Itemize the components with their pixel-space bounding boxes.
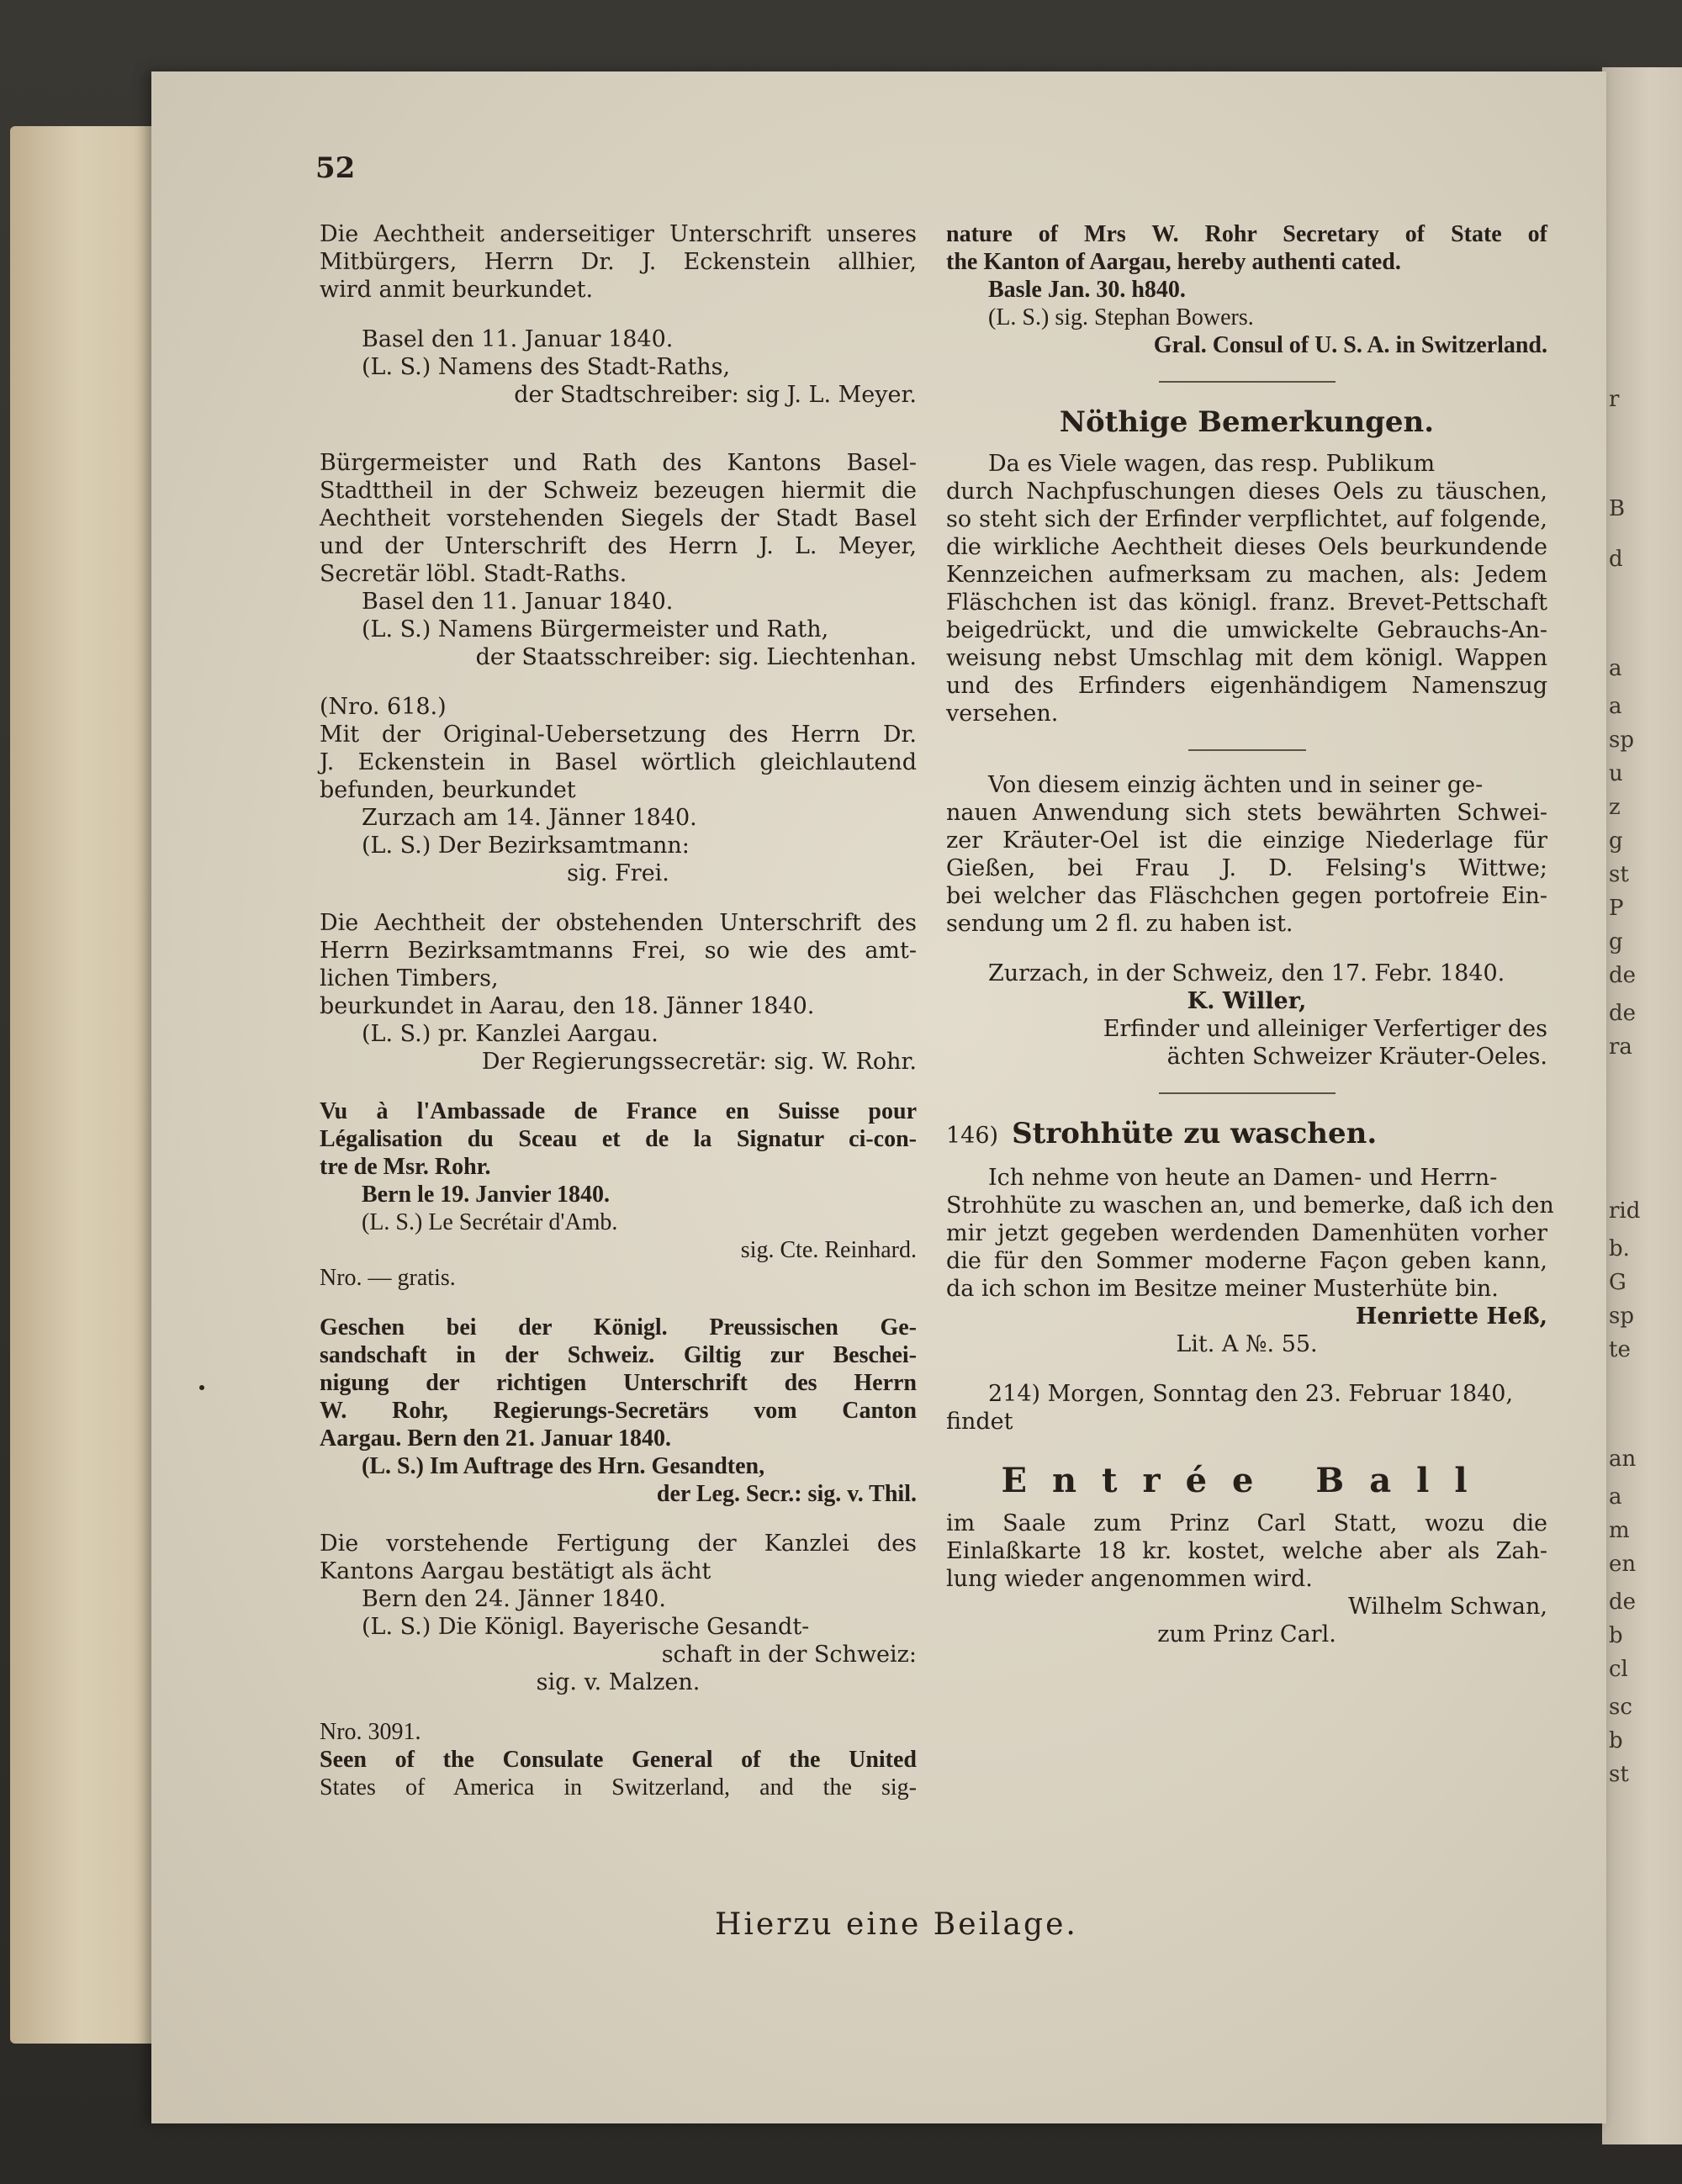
text-line: (L. S.) Le Secrétair d'Amb.	[362, 1209, 618, 1235]
text-line: (L. S.) Im Auftrage des Hrn. Gesandten,	[362, 1453, 765, 1479]
text-line: weisung nebst Umschlag mit dem königl. Wappen	[946, 645, 1547, 671]
text-block	[946, 220, 1547, 359]
text-line: Strohhüte zu waschen an, und bemerke, daß ich den	[946, 1192, 1554, 1219]
text-block	[320, 1097, 917, 1292]
facing-page-fragment: a	[1609, 1484, 1622, 1510]
section-heading	[946, 403, 1547, 442]
text-line: Nro. — gratis.	[320, 1265, 456, 1291]
section-heading	[946, 1114, 1547, 1155]
ink-dot	[199, 1385, 204, 1390]
facing-page-fragment: B	[1609, 496, 1626, 521]
notice-number: 146)	[946, 1123, 999, 1149]
facing-page-fragment: d	[1609, 547, 1623, 572]
text-line: Mit der Original-Uebersetzung des Herrn Dr.	[320, 722, 917, 748]
text-line: Lit. A №. 55.	[1176, 1331, 1318, 1357]
text-line: und des Erfinders eigenhändigem Namenszug	[946, 673, 1547, 699]
facing-page-fragment: st	[1609, 862, 1629, 887]
text-line: Kennzeichen aufmerksam zu machen, als: Jedem	[946, 562, 1547, 588]
text-line: schaft in der Schweiz:	[661, 1642, 917, 1668]
facing-page-fragment: u	[1609, 761, 1623, 786]
text-line: durch Nachpfuschungen dieses Oels zu täuschen,	[946, 479, 1547, 505]
text-line: Bürgermeister und Rath des Kantons Basel-	[320, 450, 917, 476]
text-line: tre de Msr. Rohr.	[320, 1154, 491, 1180]
text-line: Die vorstehende Fertigung der Kanzlei des	[320, 1531, 917, 1557]
text-line: Bern le 19. Janvier 1840.	[362, 1182, 611, 1208]
text-line: Aechtheit vorstehenden Siegels der Stadt Basel	[320, 505, 917, 531]
text-line: Aargau. Bern den 21. Januar 1840.	[320, 1425, 671, 1452]
text-block	[320, 1530, 917, 1696]
page-number: 52	[315, 151, 356, 185]
facing-page-strip	[1602, 67, 1682, 2144]
text-line: der Staatsschreiber: sig. Liechtenhan.	[475, 644, 917, 670]
text-line: (L. S.) pr. Kanzlei Aargau.	[362, 1021, 659, 1047]
event-title: Entrée Ball	[1001, 1461, 1493, 1500]
separator-rule	[1159, 381, 1336, 383]
text-line: nature of Mrs W. Rohr Secretary of State of	[946, 221, 1547, 247]
text-line: J. Eckenstein in Basel wörtlich gleichlautend	[320, 749, 917, 775]
text-line: die wirkliche Aechtheit dieses Oels beurkundende	[946, 534, 1547, 560]
facing-page-fragment: r	[1609, 387, 1620, 412]
text-line: Zurzach am 14. Jänner 1840.	[362, 805, 697, 831]
text-line: lung wieder angenommen wird.	[946, 1566, 1313, 1592]
text-block	[946, 960, 1547, 1071]
text-line: Die Aechtheit der obstehenden Unterschrift des	[320, 910, 917, 936]
facing-page-fragment: en	[1609, 1552, 1637, 1577]
separator-rule	[1159, 1092, 1336, 1094]
facing-page-fragment: an	[1609, 1446, 1637, 1472]
text-block	[320, 909, 917, 1076]
text-line: beurkundet in Aarau, den 18. Jänner 1840.	[320, 993, 815, 1019]
facing-page-fragment: g	[1609, 929, 1623, 955]
heading-text: Strohhüte zu waschen.	[1012, 1117, 1378, 1150]
text-block	[320, 693, 917, 887]
text-line: Bern den 24. Jänner 1840.	[362, 1586, 666, 1612]
text-block	[946, 1164, 1554, 1358]
facing-page-fragment: P	[1609, 896, 1624, 921]
text-line: lichen Timbers,	[320, 965, 499, 992]
text-line: Basel den 11. Januar 1840.	[362, 589, 674, 615]
text-block	[946, 450, 1547, 727]
text-line: findet	[946, 1409, 1013, 1435]
right-column	[946, 220, 1554, 1670]
facing-page-fragment: ra	[1609, 1034, 1632, 1060]
text-line: (L. S.) Namens Bürgermeister und Rath,	[362, 616, 829, 643]
facing-page-fragment: cl	[1609, 1657, 1628, 1682]
text-line: Mitbürgers, Herrn Dr. J. Eckenstein allhier,	[320, 249, 917, 275]
text-line: Erfinder und alleiniger Verfertiger des	[1103, 1016, 1547, 1042]
text-line: der Stadtschreiber: sig J. L. Meyer.	[514, 382, 917, 408]
text-line: Gral. Consul of U. S. A. in Switzerland.	[1153, 332, 1547, 358]
text-line: Der Regierungssecretär: sig. W. Rohr.	[481, 1049, 917, 1075]
text-line: (Nro. 618.)	[320, 694, 447, 720]
text-line: Légalisation du Sceau et de la Signatur ci-con-	[320, 1126, 917, 1152]
text-line: Vu à l'Ambassade de France en Suisse pour	[320, 1098, 917, 1124]
text-line: zer Kräuter-Oel ist die einzige Niederlage für	[946, 828, 1547, 854]
facing-page-fragment: b.	[1609, 1236, 1630, 1261]
text-block	[320, 449, 917, 671]
text-line: sig. v. Malzen.	[536, 1669, 701, 1695]
text-line: Fläschchen ist das königl. franz. Brevet-Pettschaft	[946, 590, 1547, 616]
text-line: Zurzach, in der Schweiz, den 17. Febr. 1840.	[988, 960, 1505, 986]
text-block	[320, 220, 917, 304]
facing-page-fragment: b	[1609, 1623, 1623, 1648]
text-line: Einlaßkarte 18 kr. kostet, welche aber als Zah-	[946, 1538, 1547, 1564]
facing-page-fragment: a	[1609, 694, 1622, 719]
facing-page-fragment: a	[1609, 656, 1622, 681]
text-line: versehen.	[946, 701, 1059, 727]
text-line: zum Prinz Carl.	[1157, 1621, 1336, 1647]
text-line: Stadttheil in der Schweiz bezeugen hiermit die	[320, 478, 917, 504]
text-line: Von diesem einzig ächten und in seiner ge-	[988, 772, 1484, 798]
text-line: the Kanton of Aargau, hereby authenti cated.	[946, 249, 1401, 275]
facing-page-fragment: G	[1609, 1270, 1626, 1295]
text-line: befunden, beurkundet	[320, 777, 576, 803]
text-line: ächten Schweizer Kräuter-Oeles.	[1166, 1044, 1547, 1070]
separator-rule	[1188, 749, 1306, 751]
facing-page-fragment: sp	[1609, 1304, 1634, 1329]
facing-page-fragment: g	[1609, 828, 1623, 854]
text-line: Da es Viele wagen, das resp. Publikum	[988, 451, 1436, 477]
facing-page-fragment: de	[1609, 1001, 1637, 1026]
facing-page-fragment: m	[1609, 1518, 1630, 1543]
facing-page-fragment: b	[1609, 1728, 1623, 1753]
text-line: W. Rohr, Regierungs-Secretärs vom Canton	[320, 1398, 917, 1424]
facing-page-fragment: sp	[1609, 727, 1634, 753]
text-line: Basle Jan. 30. h840.	[988, 277, 1186, 303]
spacer	[320, 431, 917, 449]
text-line: beigedrückt, und die umwickelte Gebrauchs-An-	[946, 617, 1547, 643]
text-line: States of America in Switzerland, and the sig-	[320, 1774, 917, 1801]
text-line: Nro. 3091.	[320, 1719, 421, 1745]
text-line: Kantons Aargau bestätigt als ächt	[320, 1558, 711, 1584]
text-line: Wilhelm Schwan,	[1348, 1594, 1547, 1620]
text-line: der Leg. Secr.: sig. v. Thil.	[656, 1481, 917, 1507]
text-line: so steht sich der Erfinder verpflichtet, auf folgende,	[946, 506, 1547, 532]
heading-text: Nöthige Bemerkungen.	[1059, 405, 1435, 439]
text-line: Secretär löbl. Stadt-Raths.	[320, 561, 627, 587]
text-line: sig. Cte. Reinhard.	[740, 1237, 917, 1263]
facing-page-fragment: sc	[1609, 1695, 1632, 1720]
facing-page-fragment: de	[1609, 1589, 1637, 1615]
text-line: mir jetzt gegeben werdenden Damenhüten vorher	[946, 1220, 1547, 1246]
text-line: im Saale zum Prinz Carl Statt, wozu die	[946, 1510, 1547, 1536]
text-block	[946, 771, 1547, 938]
text-line: (L. S.) Die Königl. Bayerische Gesandt-	[362, 1614, 810, 1640]
text-line: Geschen bei der Königl. Preussischen Ge-	[320, 1314, 917, 1341]
text-line: da ich schon im Besitze meiner Musterhüte bin.	[946, 1276, 1499, 1302]
facing-page-fragment: te	[1609, 1337, 1631, 1362]
facing-page-fragment: st	[1609, 1762, 1629, 1787]
text-line: 214) Morgen, Sonntag den 23. Februar 1840,	[988, 1381, 1514, 1407]
text-line: Seen of the Consulate General of the United	[320, 1747, 917, 1773]
text-line: Die Aechtheit anderseitiger Unterschrift unseres	[320, 221, 917, 247]
text-line: Henriette Heß,	[1355, 1304, 1547, 1330]
text-line: K. Willer,	[1187, 988, 1307, 1014]
text-line: nigung der richtigen Unterschrift des Herrn	[320, 1370, 917, 1396]
text-line: (L. S.) Namens des Stadt-Raths,	[362, 354, 731, 380]
text-block	[946, 1380, 1547, 1436]
text-line: sandschaft in der Schweiz. Giltig zur Beschei-	[320, 1342, 917, 1368]
text-block	[320, 325, 917, 409]
text-line: (L. S.) Der Bezirksamtmann:	[362, 833, 690, 859]
text-line: Basel den 11. Januar 1840.	[362, 326, 674, 352]
facing-page-fragment: z	[1609, 795, 1621, 820]
footer-note: Hierzu eine Beilage.	[715, 1907, 1078, 1942]
text-line: sig. Frei.	[567, 860, 669, 886]
text-block	[320, 1718, 917, 1801]
facing-page-fragment: de	[1609, 963, 1637, 988]
text-line: nauen Anwendung sich stets bewährten Schwei-	[946, 800, 1547, 826]
text-line: Gießen, bei Frau J. D. Felsing's Wittwe;	[946, 855, 1547, 881]
text-line: bei welcher das Fläschchen gegen portofreie Ein-	[946, 883, 1547, 909]
facing-page-fragment: rid	[1609, 1198, 1641, 1224]
text-line: Herrn Bezirksamtmanns Frei, so wie des amt-	[320, 938, 917, 964]
text-block	[320, 1314, 917, 1508]
text-block	[946, 1510, 1547, 1648]
text-line: wird anmit beurkundet.	[320, 277, 594, 303]
left-column	[320, 220, 917, 1823]
text-line: die für den Sommer moderne Façon geben kann,	[946, 1248, 1547, 1274]
text-line: Ich nehme von heute an Damen- und Herrn-	[988, 1165, 1498, 1191]
text-line: und der Unterschrift des Herrn J. L. Meyer,	[320, 533, 917, 559]
text-line: sendung um 2 fl. zu haben ist.	[946, 911, 1293, 937]
text-line: (L. S.) sig. Stephan Bowers.	[988, 304, 1254, 331]
